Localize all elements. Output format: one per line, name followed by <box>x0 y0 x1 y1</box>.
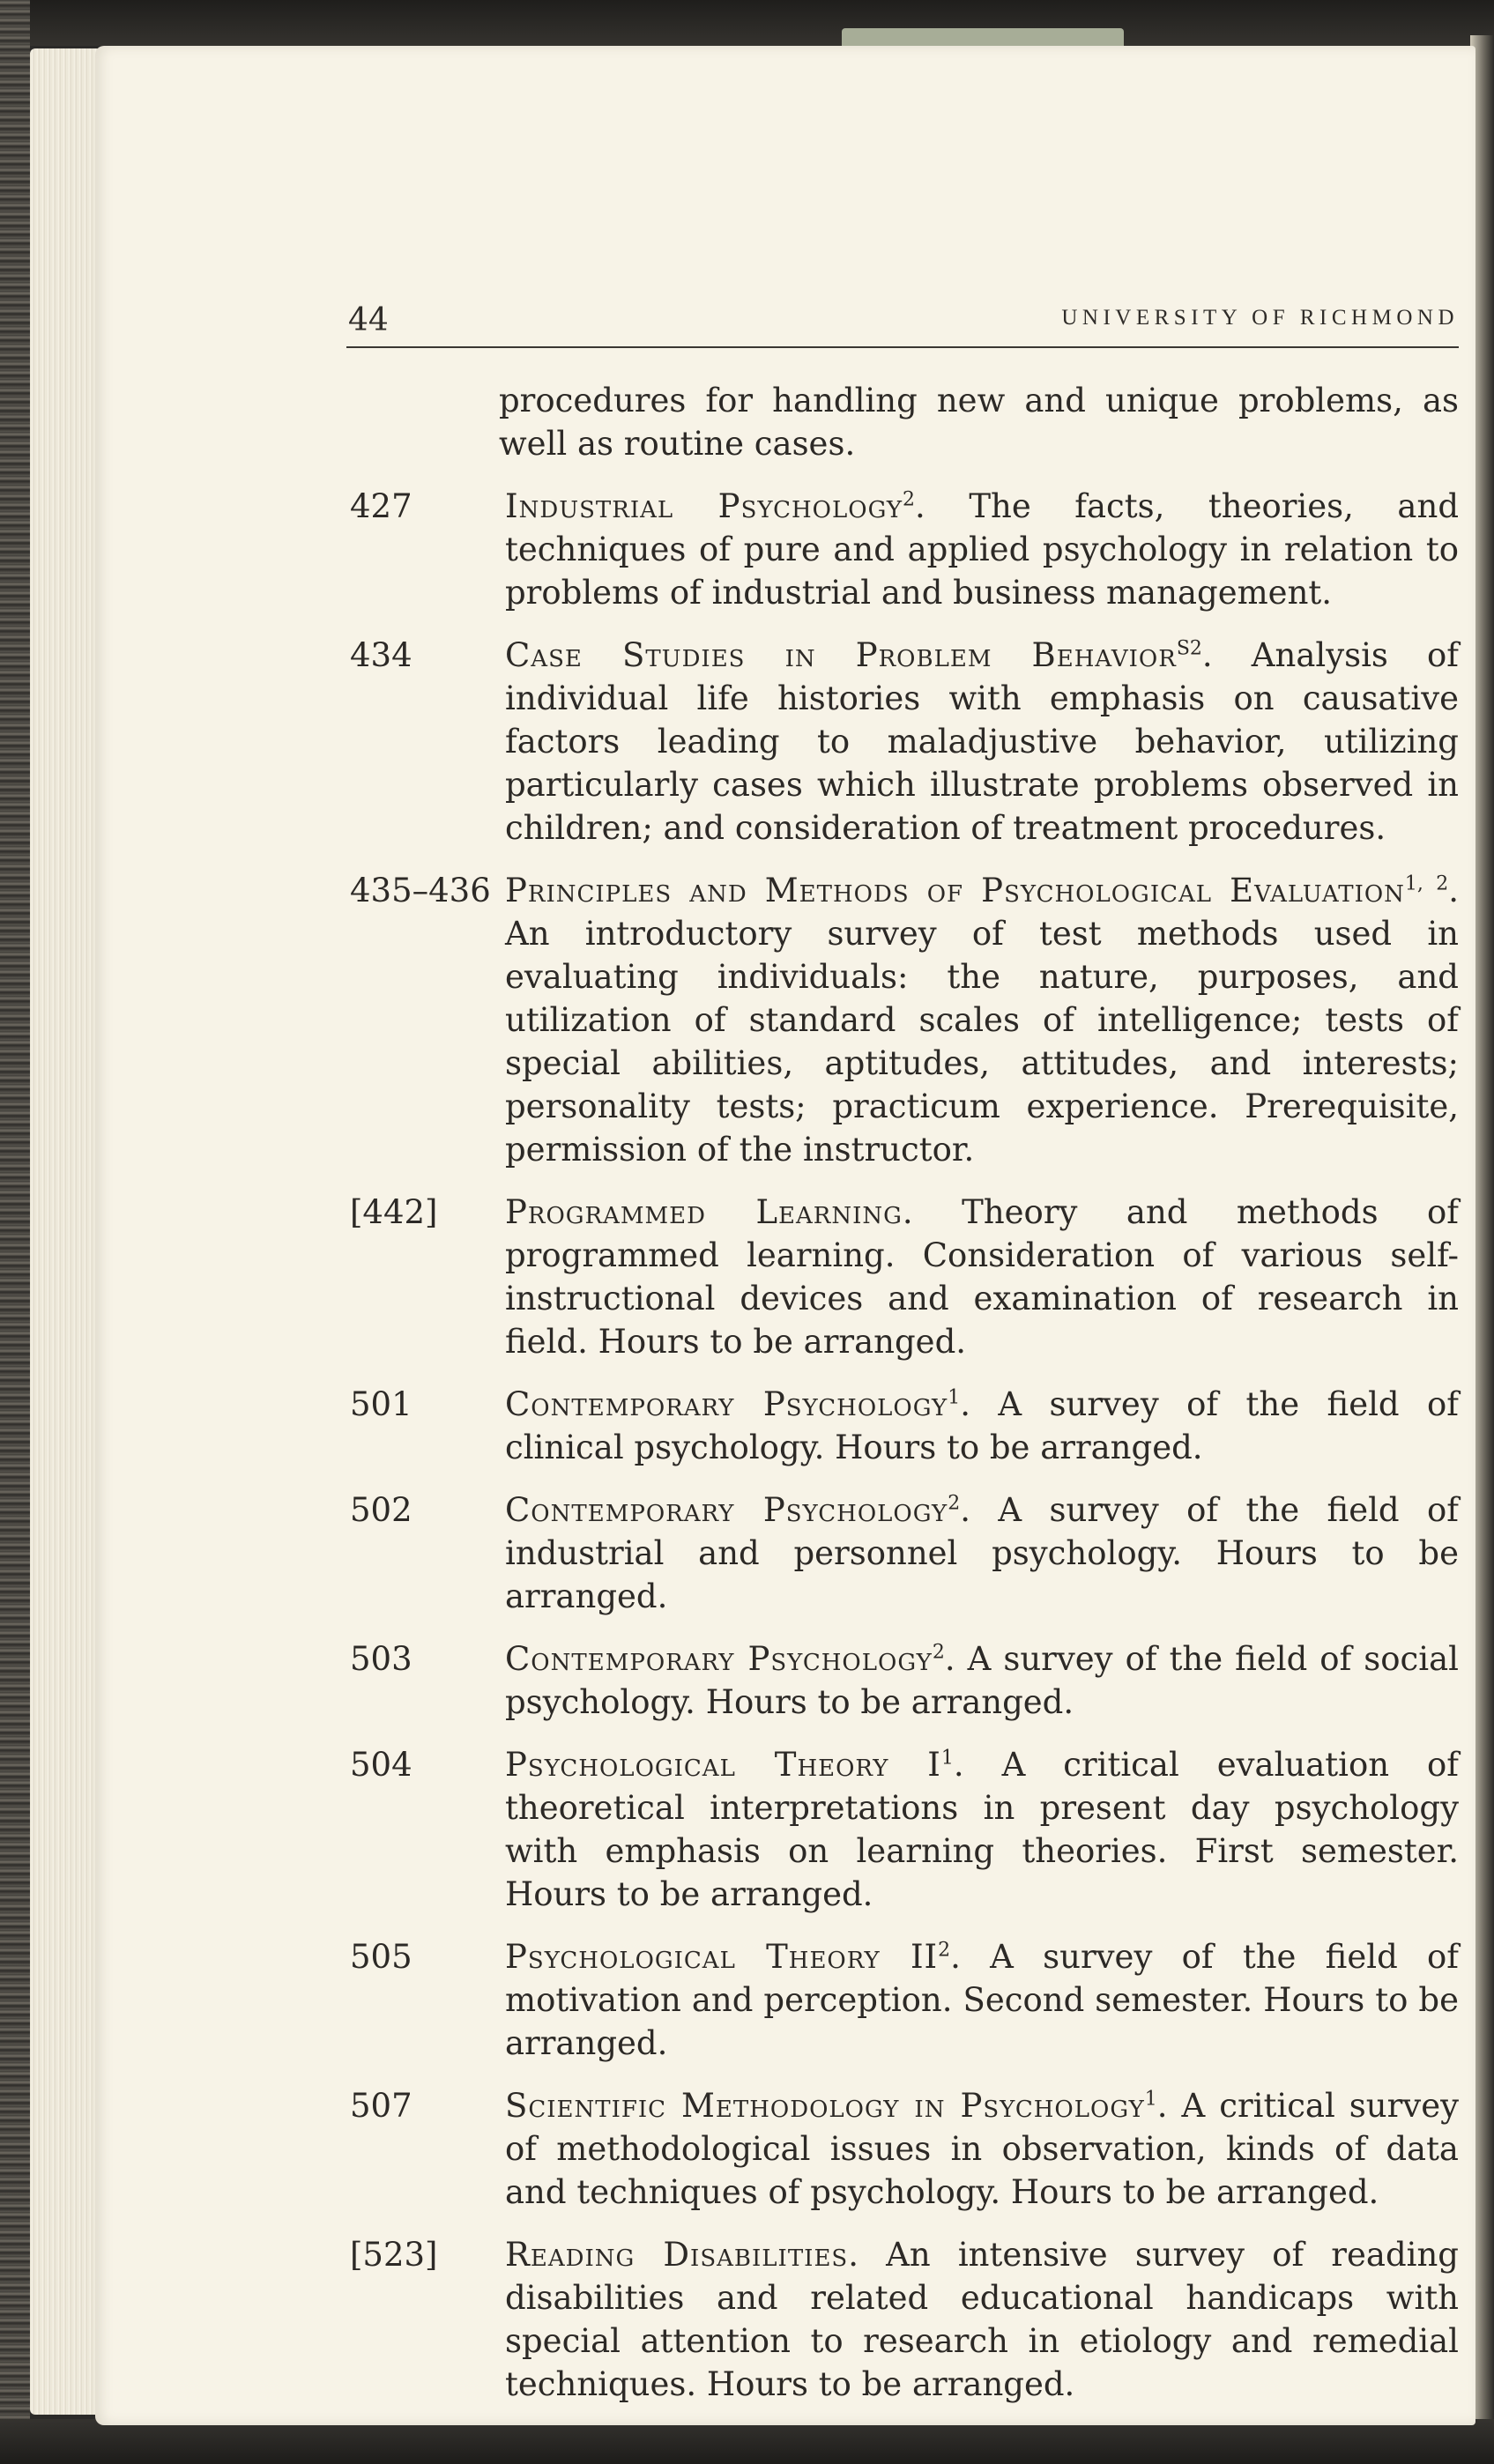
course-description: . A critical survey of methodological issues in observation, kinds of data and techniques of psychology. Hours to be arranged. <box>505 2087 1459 2211</box>
course-description: . A survey of the field of industrial and personnel psychology. Hours to be arranged. <box>505 1491 1459 1615</box>
course-text <box>505 1191 1459 1363</box>
course-number: 427 <box>350 487 413 525</box>
course-semester-mark: 2 <box>938 1939 951 1962</box>
page-body <box>346 379 1459 2406</box>
course-semester-mark: 1 <box>1144 2088 1157 2111</box>
course-number: [523] <box>350 2236 438 2274</box>
course-number: 505 <box>350 1938 413 1976</box>
course-title: Principles and Methods of Psychological Evaluation <box>505 872 1405 909</box>
course-entry <box>346 485 1459 614</box>
running-head: UNIVERSITY OF RICHMOND <box>1061 306 1459 330</box>
course-text <box>505 1383 1459 1469</box>
course-title: Contemporary Psychology <box>505 1491 948 1529</box>
course-semester-mark: 1 <box>940 1747 954 1770</box>
course-number: 503 <box>350 1640 413 1678</box>
course-number: 504 <box>350 1746 413 1784</box>
course-number: 502 <box>350 1491 413 1529</box>
course-description: . The facts, theories, and techniques of pure and applied psychology in relation to problems of industrial and business management. <box>505 487 1459 612</box>
scan-bottom-border <box>0 2419 1494 2464</box>
course-list <box>346 485 1459 2406</box>
course-number: 435–436 <box>350 872 491 909</box>
course-entry <box>346 2084 1459 2214</box>
course-entry <box>346 2233 1459 2406</box>
course-description: . A survey of the field of motivation and perception. Second semester. Hours to be arranged. <box>505 1938 1459 2062</box>
course-entry <box>346 1383 1459 1469</box>
course-description: . Analysis of individual life histories with emphasis on causative factors leading to maladjustive behavior, utilizing particularly cases which illustrate problems observed in children; and consideration of treatment procedures. <box>505 636 1459 847</box>
course-entry <box>346 1191 1459 1363</box>
course-description: . A critical evaluation of theoretical interpretations in present day psychology with emphasis on learning theories. First semester. Hours to be arranged. <box>505 1746 1459 1913</box>
course-text <box>505 1935 1459 2065</box>
course-semester-mark: 1, 2 <box>1404 872 1449 895</box>
course-semester-mark: 1 <box>948 1386 961 1409</box>
course-title: Psychological Theory I <box>505 1746 941 1784</box>
course-text <box>505 1637 1459 1724</box>
course-semester-mark: S2 <box>1176 637 1202 660</box>
course-entry <box>346 1488 1459 1618</box>
course-title: Psychological Theory II <box>505 1938 939 1976</box>
continuation-paragraph: procedures for handling new and unique problems, as well as routine cases. <box>499 382 1459 463</box>
course-entry <box>346 634 1459 850</box>
course-semester-mark: 2 <box>948 1492 961 1515</box>
course-description: . A survey of the field of social psychology. Hours to be arranged. <box>505 1640 1460 1721</box>
page-header <box>346 295 1459 348</box>
course-text <box>505 485 1459 614</box>
course-text <box>505 2084 1459 2214</box>
course-text <box>505 1488 1459 1618</box>
course-title: Contemporary Psychology <box>505 1385 948 1423</box>
course-number: 434 <box>350 636 413 674</box>
course-entry <box>346 1637 1459 1724</box>
course-title: Case Studies in Problem Behavior <box>505 636 1177 674</box>
course-title: Industrial Psychology <box>505 487 903 525</box>
book-binding <box>0 0 30 2464</box>
course-text <box>505 2233 1459 2406</box>
course-number: 501 <box>350 1385 413 1423</box>
course-description: . Theory and methods of programmed learning. Consideration of various self-instructional devices and examination of research in field. Hours to be arranged. <box>505 1193 1460 1361</box>
course-title: Reading Disabilities <box>505 2236 849 2274</box>
course-number: [442] <box>350 1193 438 1231</box>
scan-top-border <box>0 0 1494 46</box>
course-title: Scientific Methodology in Psychology <box>505 2087 1145 2125</box>
course-text <box>505 869 1459 1171</box>
course-description: . A survey of the field of clinical psychology. Hours to be arranged. <box>505 1385 1459 1466</box>
course-text <box>505 1743 1459 1916</box>
course-number: 507 <box>350 2087 413 2125</box>
course-entry <box>346 869 1459 1171</box>
course-description: . An introductory survey of test methods used in evaluating individuals: the nature, purposes, and utilization of standard scales of intelligence; tests of special abilities, aptitudes, attitudes, and interests; personality tests; practicum experience. Prerequisite, permission of the instructor. <box>505 872 1460 1169</box>
page-number: 44 <box>348 302 389 338</box>
course-description: . An intensive survey of reading disabilities and related educational handicaps with special attention to research in etiology and remedial techniques. Hours to be arranged. <box>505 2236 1459 2403</box>
course-entry <box>346 1935 1459 2065</box>
course-semester-mark: 2 <box>903 488 916 511</box>
course-title: Programmed Learning <box>505 1193 903 1231</box>
course-text <box>505 634 1459 850</box>
course-semester-mark: 2 <box>932 1641 945 1664</box>
course-entry <box>346 1743 1459 1916</box>
course-title: Contemporary Psychology <box>505 1640 933 1678</box>
